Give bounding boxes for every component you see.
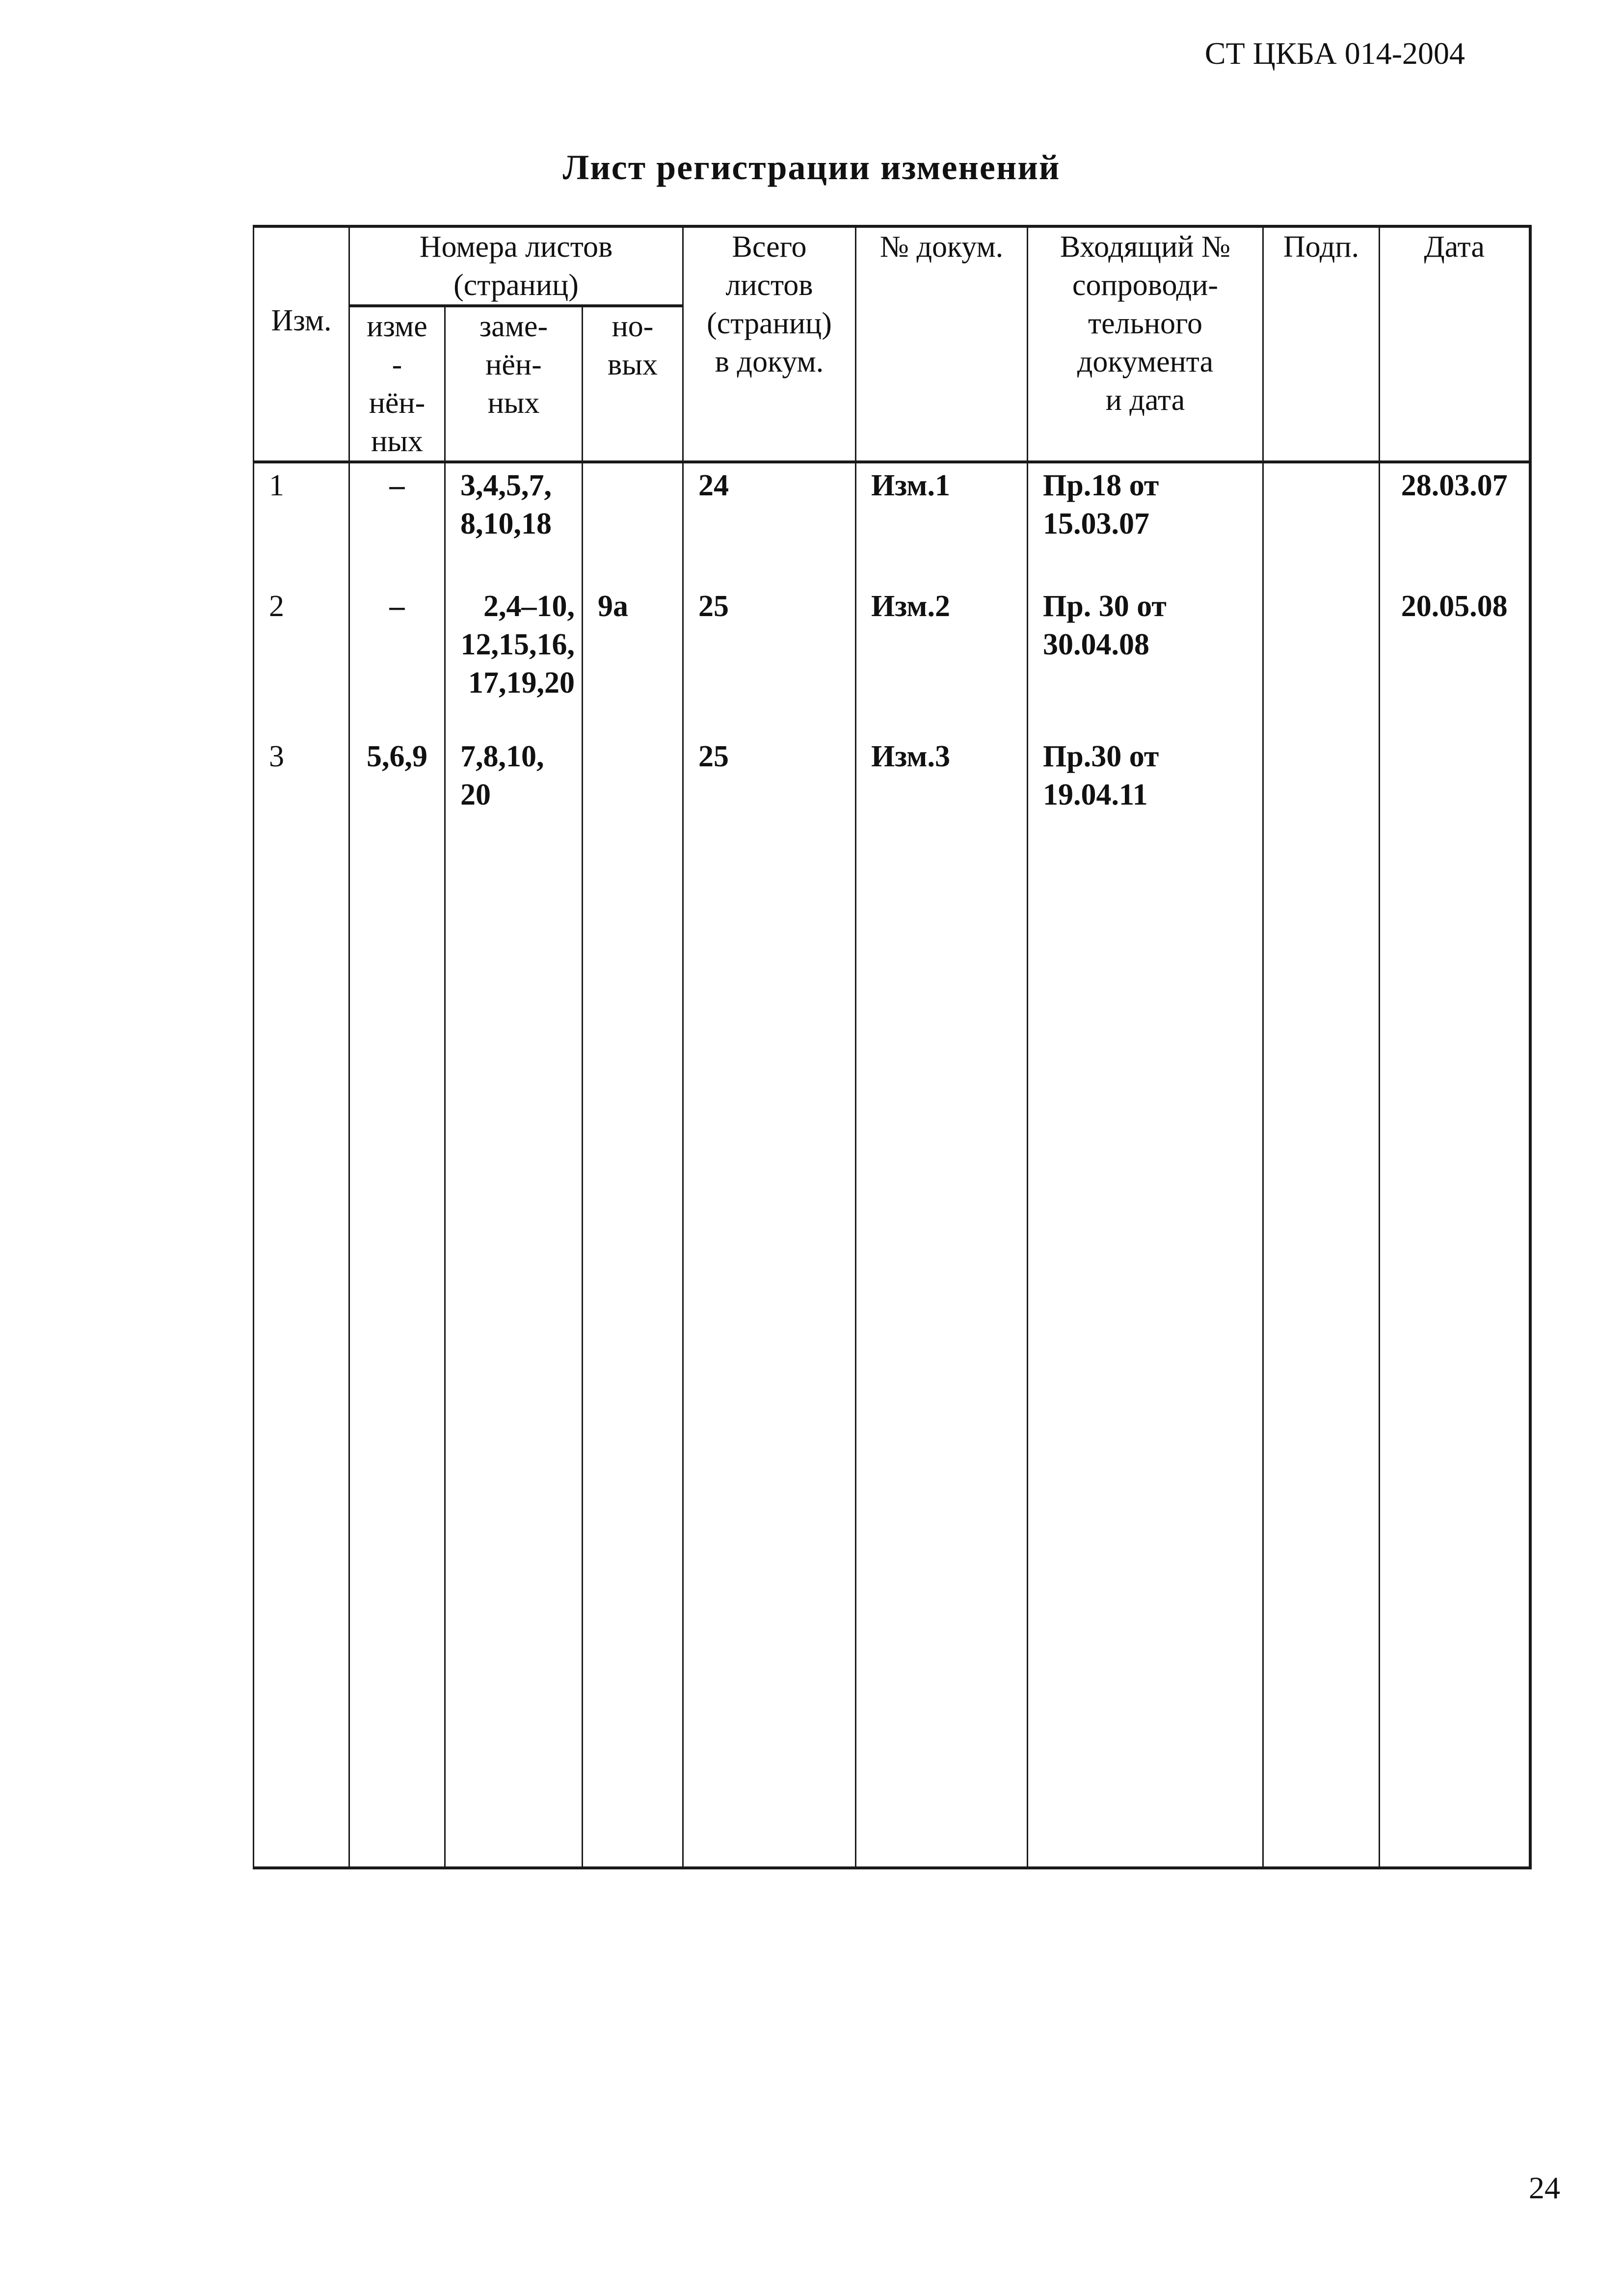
cell-signature xyxy=(1263,584,1380,734)
cell-new xyxy=(583,462,683,584)
cell-signature xyxy=(1263,734,1380,816)
cell-replaced: 7,8,10, 20 xyxy=(445,734,583,816)
table-row xyxy=(254,462,1530,584)
table-row xyxy=(254,584,1530,734)
cell-doc-number: Изм.3 xyxy=(856,734,1028,816)
cell-changed: – xyxy=(349,462,445,584)
cell-total: 24 xyxy=(683,462,856,584)
cell-izm: 2 xyxy=(254,584,349,734)
header-changed-sheets: изме - нён- ных xyxy=(349,306,445,462)
cell-incoming: Пр.18 от 15.03.07 xyxy=(1028,462,1263,584)
header-izm: Изм. xyxy=(254,226,349,462)
cell-izm: 1 xyxy=(254,462,349,584)
cell-new: 9а xyxy=(583,584,683,734)
header-new-sheets: но- вых xyxy=(583,306,683,462)
header-sheet-numbers: Номера листов (страниц) xyxy=(349,226,683,306)
cell-total: 25 xyxy=(683,734,856,816)
cell-doc-number: Изм.2 xyxy=(856,584,1028,734)
cell-date: 28.03.07 xyxy=(1380,462,1530,584)
header-incoming-document: Входящий № сопроводи- тельного документа и дата xyxy=(1028,226,1263,462)
header-doc-number: № докум. xyxy=(856,226,1028,462)
table-row xyxy=(254,734,1530,816)
empty-row-area xyxy=(254,816,1530,1868)
cell-signature xyxy=(1263,462,1380,584)
header-total-sheets: Всего листов (страниц) в докум. xyxy=(683,226,856,462)
cell-incoming: Пр.30 от 19.04.11 xyxy=(1028,734,1263,816)
header-signature: Подп. xyxy=(1263,226,1380,462)
document-code: СТ ЦКБА 014-2004 xyxy=(1204,36,1465,71)
cell-incoming: Пр. 30 от 30.04.08 xyxy=(1028,584,1263,734)
cell-izm: 3 xyxy=(254,734,349,816)
cell-changed: – xyxy=(349,584,445,734)
cell-total: 25 xyxy=(683,584,856,734)
change-registration-table xyxy=(253,225,1532,1869)
cell-new xyxy=(583,734,683,816)
header-date: Дата xyxy=(1380,226,1530,462)
cell-doc-number: Изм.1 xyxy=(856,462,1028,584)
page-title: Лист регистрации изменений xyxy=(562,148,1061,187)
header-replaced-sheets: заме- нён- ных xyxy=(445,306,583,462)
cell-changed: 5,6,9 xyxy=(349,734,445,816)
page-number: 24 xyxy=(1529,2170,1560,2205)
cell-replaced: 3,4,5,7, 8,10,18 xyxy=(445,462,583,584)
cell-date: 20.05.08 xyxy=(1380,584,1530,734)
cell-date xyxy=(1380,734,1530,816)
cell-replaced: 2,4–10, 12,15,16, 17,19,20 xyxy=(445,584,583,734)
